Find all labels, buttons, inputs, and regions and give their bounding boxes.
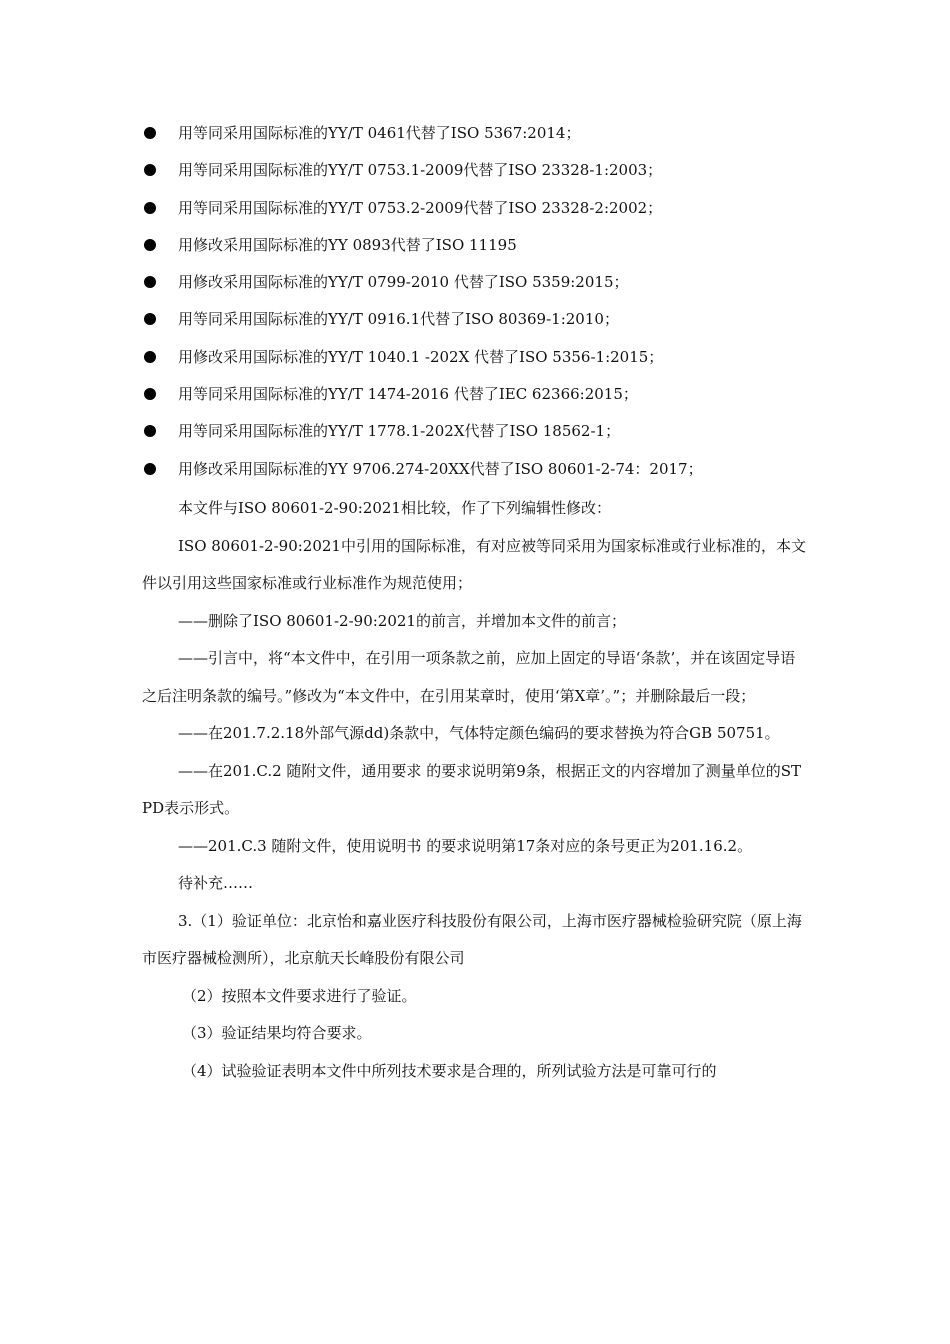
bullet-text: 用等同采用国际标准的YY/T 0753.2-2009代替了ISO 23328-2:2002； [178, 198, 663, 217]
bullet-text: 用修改采用国际标准的YY/T 1040.1 -202X 代替了ISO 5356-1:2015； [178, 347, 664, 366]
paragraph-clause-number-change: ——201.C.3 随附文件，使用说明书 的要求说明第17条对应的条号更正为201.16.2。 [178, 836, 753, 855]
bullet-icon [144, 239, 156, 251]
bullet-icon [144, 127, 156, 139]
paragraph-verification-units: 3.（1）验证单位：北京怡和嘉业医疗科技股份有限公司，上海市医疗器械检验研究院（原上海市医疗器械检测所），北京航天长峰股份有限公司 [142, 911, 802, 967]
bullet-text: 用等同采用国际标准的YY/T 1474-2016 代替了IEC 62366:2015； [178, 385, 638, 404]
bullet-item [142, 379, 822, 416]
bullet-item [142, 118, 822, 155]
document-body [142, 490, 810, 1090]
bullet-text: 用等同采用国际标准的YY/T 0916.1代替了ISO 80369-1:2010； [178, 310, 619, 329]
standards-bullet-list [142, 118, 822, 491]
paragraph-verification-result: （3）验证结果均符合要求。 [182, 1024, 372, 1042]
bullet-text: 用修改采用国际标准的YY 0893代替了ISO 11195 [178, 235, 517, 254]
bullet-text: 用等同采用国际标准的YY/T 1778.1-202X代替了ISO 18562-1； [178, 422, 621, 441]
bullet-item [142, 155, 822, 192]
bullet-item [142, 230, 822, 267]
bullet-icon [144, 463, 156, 475]
bullet-item [142, 193, 822, 230]
paragraph-verification-method: （2）按照本文件要求进行了验证。 [182, 986, 417, 1005]
bullet-item [142, 267, 822, 304]
bullet-icon [144, 351, 156, 363]
bullet-item [142, 416, 822, 453]
bullet-text: 用等同采用国际标准的YY/T 0753.1-2009代替了ISO 23328-1:2003； [178, 161, 663, 180]
bullet-item [142, 342, 822, 379]
bullet-icon [144, 202, 156, 214]
bullet-icon [144, 276, 156, 288]
bullet-item [142, 304, 822, 341]
paragraph-verification-conclusion: （4）试验验证表明本文件中所列技术要求是合理的，所列试验方法是可靠可行的 [182, 1061, 717, 1080]
bullet-item [142, 454, 822, 491]
paragraph-to-be-added: 待补充…… [178, 874, 254, 892]
paragraph-comparison-intro: 本文件与ISO 80601-2-90:2021相比较，作了下列编辑性修改： [178, 499, 611, 517]
bullet-icon [144, 164, 156, 176]
bullet-icon [144, 425, 156, 437]
paragraph-introduction-change: ——引言中，将“本文件中，在引用一项条款之前，应加上固定的导语‘条款’，并在该固定导语之后注明条款的编号。”修改为“本文件中，在引用某章时，使用‘第X章’。”；并删除最后一段； [142, 649, 796, 705]
bullet-icon [144, 313, 156, 325]
paragraph-normative-references: ISO 80601-2-90:2021中引用的国际标准，有对应被等同采用为国家标准或行业标准的，本文件以引用这些国家标准或行业标准作为规范使用； [142, 536, 806, 592]
bullet-text: 用等同采用国际标准的YY/T 0461代替了ISO 5367:2014； [178, 124, 581, 142]
bullet-text: 用修改采用国际标准的YY 9706.274-20XX代替了ISO 80601-2-74：2017； [178, 459, 703, 478]
paragraph-gas-color-change: ——在201.7.2.18外部气源dd)条款中，气体特定颜色编码的要求替换为符合GB 50751。 [178, 724, 780, 742]
paragraph-foreword-change: ——删除了ISO 80601-2-90:2021的前言，并增加本文件的前言； [178, 611, 626, 630]
bullet-text: 用修改采用国际标准的YY/T 0799-2010 代替了ISO 5359:2015； [178, 273, 629, 292]
bullet-icon [144, 388, 156, 400]
paragraph-stpd-change: ——在201.C.2 随附文件，通用要求 的要求说明第9条，根据正文的内容增加了测量单位的STPD表示形式。 [142, 761, 802, 817]
